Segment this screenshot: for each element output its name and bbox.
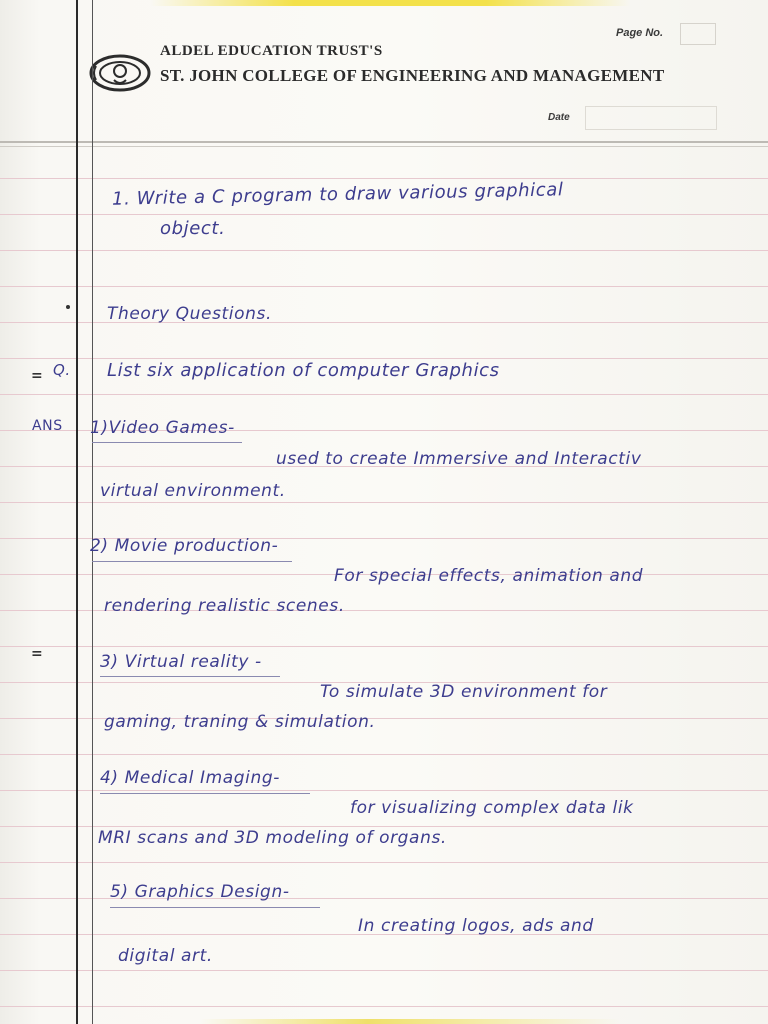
header-rule-thin	[0, 146, 768, 147]
item-underline	[92, 442, 242, 443]
item-heading: 1)Video Games-	[90, 418, 235, 438]
item-line: rendering realistic scenes.	[104, 596, 345, 616]
item-line: In creating logos, ads and	[358, 916, 594, 936]
bottom-edge-highlight	[200, 1019, 620, 1024]
question-marker: Q.	[53, 361, 71, 379]
item-line: For special effects, animation and	[334, 566, 644, 586]
bullet-dot	[66, 305, 70, 309]
question-title: 1. Write a C program to draw various graphical	[111, 179, 564, 210]
section-heading: Theory Questions.	[107, 304, 272, 324]
item-underline	[100, 793, 310, 794]
item-underline	[92, 561, 292, 562]
question-text: List six application of computer Graphics	[107, 360, 500, 381]
item-line: gaming, traning & simulation.	[104, 712, 376, 732]
item-line: To simulate 3D environment for	[320, 682, 608, 702]
item-heading: 4) Medical Imaging-	[100, 768, 280, 788]
answer-marker: ANS	[32, 418, 63, 434]
margin-line-left	[76, 0, 78, 1024]
header-rule	[0, 141, 768, 143]
page-no-label: Page No.	[616, 27, 664, 39]
trust-name: ALDEL EDUCATION TRUST'S	[160, 43, 383, 59]
top-edge-highlight	[150, 0, 630, 6]
date-box	[585, 106, 717, 130]
item-line: digital art.	[118, 946, 213, 966]
item-underline	[100, 676, 280, 677]
margin-line-right	[92, 0, 93, 1024]
page-no-box	[680, 23, 716, 45]
college-logo-icon	[88, 52, 152, 94]
college-name: ST. JOHN COLLEGE OF ENGINEERING AND MANAGEMENT	[160, 66, 665, 85]
item-heading: 5) Graphics Design-	[110, 882, 290, 902]
margin-mark: =	[31, 368, 43, 384]
item-underline	[110, 907, 320, 908]
item-heading: 2) Movie production-	[90, 536, 279, 556]
item-line: used to create Immersive and Interactiv	[276, 449, 642, 469]
margin-mark: =	[31, 646, 43, 662]
item-line: virtual environment.	[100, 481, 286, 501]
date-label: Date	[548, 112, 570, 123]
question-title-cont: object.	[160, 218, 226, 239]
item-heading: 3) Virtual reality -	[100, 652, 262, 672]
item-line: for visualizing complex data lik	[350, 798, 634, 818]
item-line: MRI scans and 3D modeling of organs.	[98, 828, 447, 848]
